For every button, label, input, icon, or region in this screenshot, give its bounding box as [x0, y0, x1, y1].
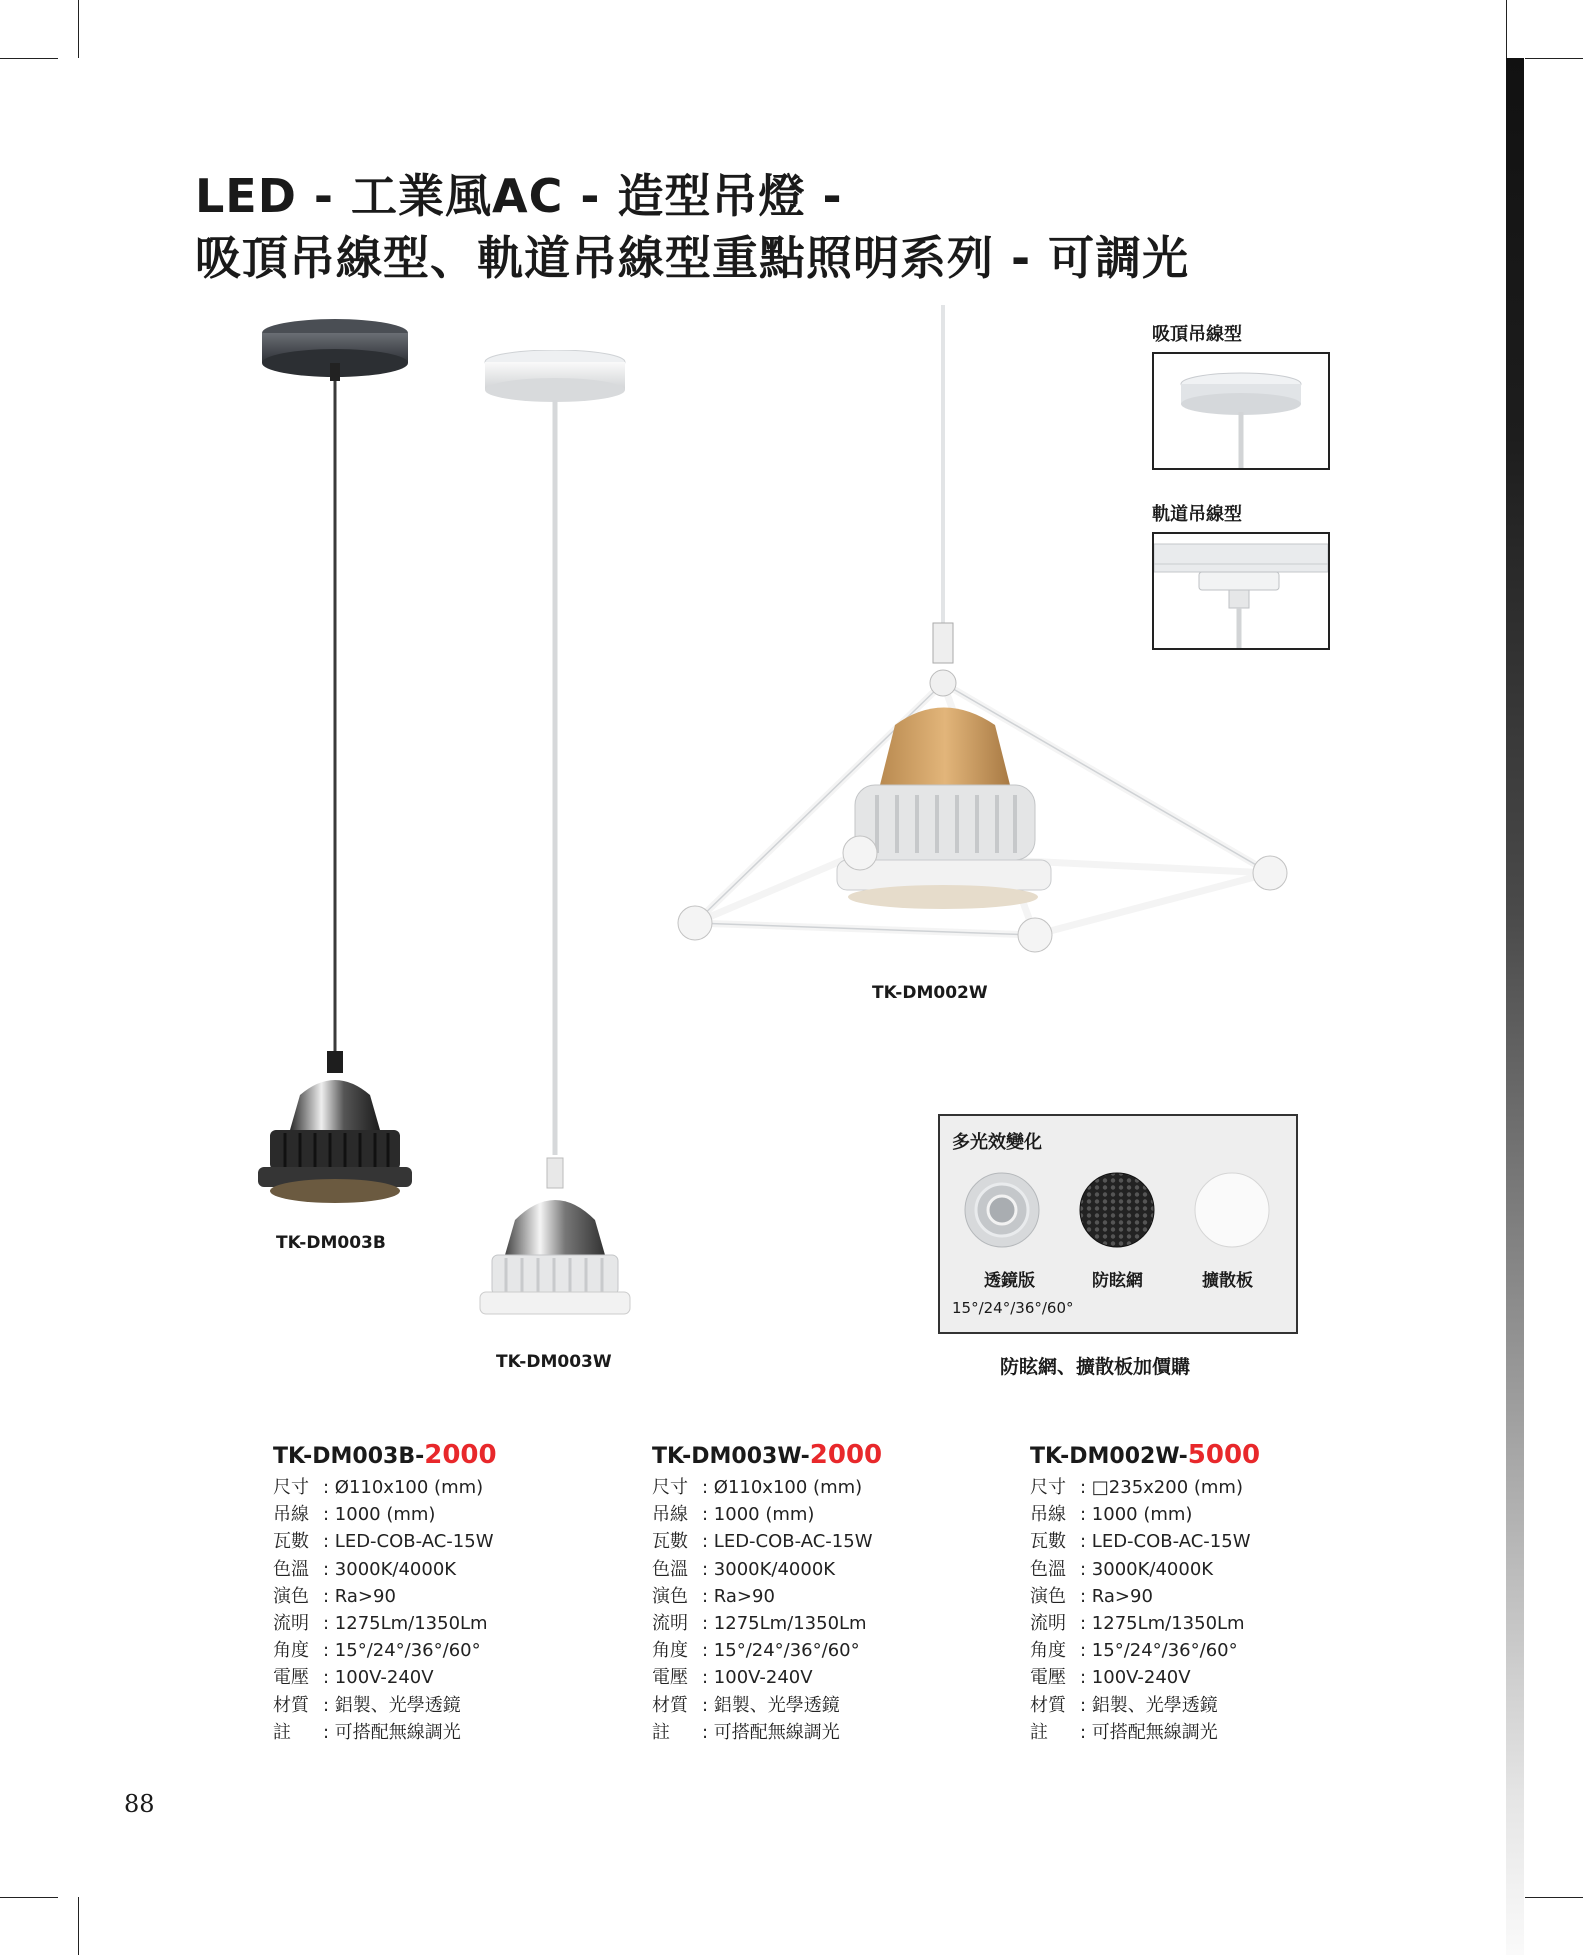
- inset-label-ceiling: 吸頂吊線型: [1152, 324, 1242, 345]
- spec-key: 註: [1030, 1721, 1048, 1743]
- spec-row: [652, 1501, 1012, 1528]
- crop-mark: [1525, 1897, 1583, 1898]
- spec-row: [273, 1528, 633, 1555]
- spec-row: [1030, 1556, 1390, 1583]
- spec-value: : 100V-240V: [702, 1667, 813, 1689]
- spec-key: 材質: [273, 1694, 309, 1716]
- crop-mark: [1506, 0, 1507, 58]
- spec-column-dm003b: [273, 1440, 633, 1746]
- spec-row: [273, 1719, 633, 1746]
- spec-row: [273, 1692, 633, 1719]
- spec-value: : LED-COB-AC-15W: [702, 1531, 873, 1553]
- spec-row: [1030, 1583, 1390, 1610]
- spec-value: : 100V-240V: [1080, 1667, 1191, 1689]
- inset-ceiling-mount: [1152, 352, 1330, 470]
- spec-value: : Ra>90: [323, 1585, 396, 1607]
- spec-model-title: [652, 1440, 1012, 1474]
- spec-value: : □235x200 (mm): [1080, 1477, 1243, 1498]
- spec-key: 尺寸: [273, 1477, 309, 1498]
- page-title-line-1: LED - 工業風AC - 造型吊燈 -: [195, 169, 843, 223]
- spec-row: [652, 1610, 1012, 1637]
- spec-row: [1030, 1528, 1390, 1555]
- track-adapter-illustration: [1154, 534, 1328, 648]
- crop-mark: [78, 1897, 79, 1955]
- spec-value: : 3000K/4000K: [702, 1558, 836, 1580]
- honeycomb-icon: [1077, 1170, 1157, 1250]
- spec-key: 演色: [273, 1585, 309, 1607]
- spec-key: 流明: [1030, 1613, 1066, 1635]
- spec-key: 吊線: [273, 1504, 309, 1526]
- spec-key: 瓦數: [273, 1531, 309, 1553]
- spec-model-title: [1030, 1440, 1390, 1474]
- spec-value: : 1275Lm/1350Lm: [323, 1613, 488, 1635]
- spec-key: 材質: [652, 1694, 688, 1716]
- optics-item-diffuser: 擴散板: [1202, 1271, 1253, 1291]
- spec-row: [652, 1556, 1012, 1583]
- spec-row: [273, 1583, 633, 1610]
- spec-row: [1030, 1474, 1390, 1501]
- spec-row: [652, 1583, 1012, 1610]
- spec-value: : LED-COB-AC-15W: [323, 1531, 494, 1553]
- spec-key: 尺寸: [652, 1477, 688, 1498]
- spec-row: [652, 1692, 1012, 1719]
- spec-value: : 1000 (mm): [702, 1504, 815, 1526]
- ceiling-canopy-illustration: [1154, 354, 1328, 468]
- model-label-dm002w: TK-DM002W: [872, 983, 988, 1003]
- spec-key: 電壓: [652, 1667, 688, 1689]
- spec-row: [652, 1719, 1012, 1746]
- spec-value: : 可搭配無線調光: [702, 1721, 840, 1743]
- spec-key: 吊線: [1030, 1504, 1066, 1526]
- optics-options-box: [938, 1114, 1298, 1334]
- crop-mark: [0, 1897, 58, 1898]
- spec-value: : 可搭配無線調光: [323, 1721, 461, 1743]
- spec-key: 色溫: [273, 1558, 309, 1580]
- spec-price: 2000: [809, 1440, 883, 1470]
- spec-row: [273, 1501, 633, 1528]
- pendant-lamp-black-illustration: [250, 305, 420, 1220]
- crop-mark: [1525, 58, 1583, 59]
- spec-model-name: TK-DM002W-: [1030, 1444, 1188, 1469]
- spec-key: 演色: [652, 1585, 688, 1607]
- crop-mark: [0, 58, 58, 59]
- spec-column-dm002w: [1030, 1440, 1390, 1746]
- spec-value: : 15°/24°/36°/60°: [323, 1640, 481, 1662]
- spec-row: [273, 1610, 633, 1637]
- model-label-dm003w: TK-DM003W: [496, 1352, 612, 1372]
- spec-price: 2000: [424, 1440, 497, 1470]
- spec-row: [652, 1528, 1012, 1555]
- diffuser-icon: [1192, 1170, 1272, 1250]
- spec-key: 演色: [1030, 1585, 1066, 1607]
- optics-angles: 15°/24°/36°/60°: [952, 1299, 1074, 1317]
- spec-row: [652, 1474, 1012, 1501]
- spec-value: : 1275Lm/1350Lm: [1080, 1613, 1245, 1635]
- spec-value: : 100V-240V: [323, 1667, 434, 1689]
- side-gradient-strip: [1506, 58, 1524, 1955]
- spec-value: : Ø110x100 (mm): [323, 1477, 484, 1498]
- spec-model-name: TK-DM003B-: [273, 1444, 425, 1469]
- spec-row: [273, 1556, 633, 1583]
- spec-row: [1030, 1664, 1390, 1691]
- spec-column-dm003w: [652, 1440, 1012, 1746]
- spec-row: [273, 1664, 633, 1691]
- spec-price: 5000: [1187, 1440, 1261, 1470]
- spec-key: 材質: [1030, 1694, 1066, 1716]
- optics-addon-note: 防眩網、擴散板加價購: [1000, 1356, 1191, 1378]
- spec-row: [273, 1474, 633, 1501]
- spec-key: 流明: [652, 1613, 688, 1635]
- spec-key: 註: [652, 1721, 670, 1743]
- spec-value: : 15°/24°/36°/60°: [1080, 1640, 1238, 1662]
- spec-value: : 鋁製、光學透鏡: [1080, 1694, 1218, 1716]
- inset-track-mount: [1152, 532, 1330, 650]
- spec-row: [1030, 1692, 1390, 1719]
- spec-key: 流明: [273, 1613, 309, 1635]
- spec-value: : 1000 (mm): [1080, 1504, 1193, 1526]
- spec-value: : Ra>90: [1080, 1585, 1153, 1607]
- spec-value: : 3000K/4000K: [1080, 1558, 1214, 1580]
- spec-key: 電壓: [1030, 1667, 1066, 1689]
- spec-row: [1030, 1637, 1390, 1664]
- spec-value: : 3000K/4000K: [323, 1558, 457, 1580]
- optics-title: 多光效變化: [952, 1132, 1042, 1153]
- spec-row: [1030, 1610, 1390, 1637]
- lens-icon: [962, 1170, 1042, 1250]
- spec-key: 角度: [652, 1640, 688, 1662]
- spec-key: 色溫: [1030, 1558, 1066, 1580]
- optics-item-lens: 透鏡版: [984, 1271, 1035, 1291]
- spec-value: : LED-COB-AC-15W: [1080, 1531, 1251, 1553]
- page-number: 88: [124, 1790, 155, 1818]
- crop-mark: [78, 0, 79, 58]
- spec-value: : 1275Lm/1350Lm: [702, 1613, 867, 1635]
- spec-model-title: [273, 1440, 633, 1474]
- optics-item-honeycomb: 防眩網: [1092, 1271, 1143, 1291]
- spec-key: 電壓: [273, 1667, 309, 1689]
- spec-value: : Ra>90: [702, 1585, 775, 1607]
- spec-row: [652, 1637, 1012, 1664]
- spec-row: [1030, 1501, 1390, 1528]
- spec-row: [273, 1637, 633, 1664]
- spec-key: 尺寸: [1030, 1477, 1066, 1498]
- model-label-dm003b: TK-DM003B: [276, 1233, 386, 1253]
- inset-label-track: 軌道吊線型: [1152, 504, 1242, 525]
- page-title-line-2: 吸頂吊線型、軌道吊線型重點照明系列 - 可調光: [195, 231, 1190, 285]
- spec-key: 角度: [273, 1640, 309, 1662]
- spec-value: : 1000 (mm): [323, 1504, 436, 1526]
- spec-key: 吊線: [652, 1504, 688, 1526]
- spec-value: : 鋁製、光學透鏡: [702, 1694, 840, 1716]
- spec-row: [652, 1664, 1012, 1691]
- spec-key: 瓦數: [1030, 1531, 1066, 1553]
- spec-key: 角度: [1030, 1640, 1066, 1662]
- spec-value: : 15°/24°/36°/60°: [702, 1640, 860, 1662]
- spec-model-name: TK-DM003W-: [652, 1444, 810, 1469]
- spec-key: 瓦數: [652, 1531, 688, 1553]
- spec-key: 註: [273, 1721, 291, 1743]
- spec-value: : 鋁製、光學透鏡: [323, 1694, 461, 1716]
- spec-value: : 可搭配無線調光: [1080, 1721, 1218, 1743]
- spec-row: [1030, 1719, 1390, 1746]
- spec-key: 色溫: [652, 1558, 688, 1580]
- spec-value: : Ø110x100 (mm): [702, 1477, 863, 1498]
